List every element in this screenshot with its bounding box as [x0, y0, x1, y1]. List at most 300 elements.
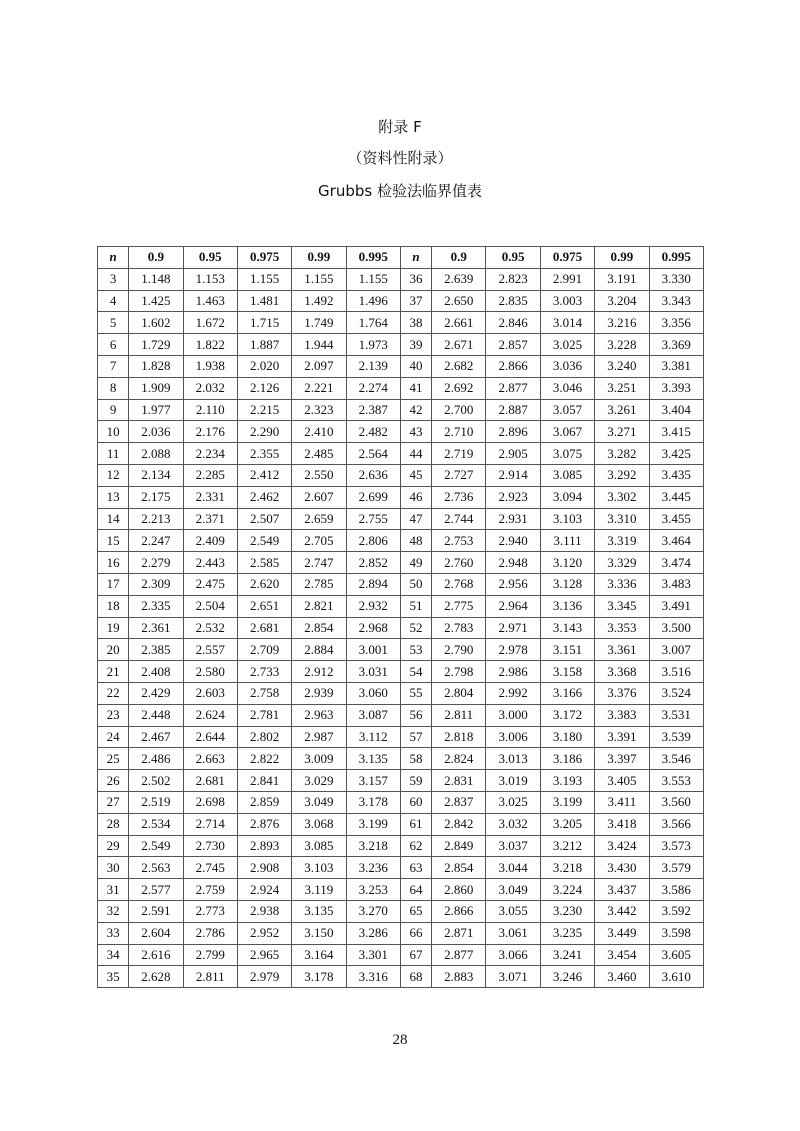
critical-value-cell: 3.491: [649, 595, 704, 617]
critical-value-cell: 2.710: [432, 421, 486, 443]
critical-value-cell: 2.733: [237, 661, 291, 683]
sample-size-cell: 41: [400, 377, 431, 399]
sample-size-cell: 16: [98, 552, 129, 574]
critical-value-cell: 3.143: [540, 617, 594, 639]
critical-value-cell: 3.240: [595, 355, 649, 377]
sample-size-cell: 33: [98, 922, 129, 944]
sample-size-cell: 12: [98, 464, 129, 486]
sample-size-cell: 62: [400, 835, 431, 857]
critical-value-cell: 3.586: [649, 879, 704, 901]
critical-value-cell: 3.282: [595, 443, 649, 465]
sample-size-cell: 56: [400, 704, 431, 726]
critical-value-cell: 2.714: [183, 813, 237, 835]
critical-value-cell: 2.854: [432, 857, 486, 879]
critical-value-cell: 3.301: [346, 944, 400, 966]
sample-size-cell: 67: [400, 944, 431, 966]
critical-value-cell: 3.610: [649, 966, 704, 988]
critical-value-cell: 2.849: [432, 835, 486, 857]
table-row: [98, 944, 704, 966]
table-row: [98, 900, 704, 922]
critical-value-cell: 2.956: [486, 573, 540, 595]
critical-value-cell: 3.430: [595, 857, 649, 879]
critical-value-cell: 3.128: [540, 573, 594, 595]
sample-size-cell: 59: [400, 770, 431, 792]
critical-value-cell: 3.270: [346, 900, 400, 922]
critical-value-cell: 3.068: [292, 813, 346, 835]
critical-value-cell: 3.157: [346, 770, 400, 792]
critical-value-cell: 2.773: [183, 900, 237, 922]
sample-size-cell: 4: [98, 290, 129, 312]
sample-size-cell: 20: [98, 639, 129, 661]
column-header-significance: 0.995: [346, 247, 400, 269]
critical-value-cell: 3.531: [649, 704, 704, 726]
sample-size-cell: 43: [400, 421, 431, 443]
critical-value-cell: 1.977: [129, 399, 183, 421]
table-row: [98, 813, 704, 835]
critical-value-cell: 3.037: [486, 835, 540, 857]
critical-value-cell: 2.979: [237, 966, 291, 988]
critical-value-cell: 3.546: [649, 748, 704, 770]
critical-value-cell: 3.415: [649, 421, 704, 443]
critical-value-cell: 3.204: [595, 290, 649, 312]
critical-value-cell: 2.409: [183, 530, 237, 552]
critical-value-cell: 3.151: [540, 639, 594, 661]
critical-value-cell: 1.944: [292, 334, 346, 356]
critical-value-cell: 2.854: [292, 617, 346, 639]
critical-value-cell: 2.564: [346, 443, 400, 465]
table-row: [98, 290, 704, 312]
critical-value-cell: 3.003: [540, 290, 594, 312]
critical-value-cell: 3.166: [540, 682, 594, 704]
table-row: [98, 268, 704, 290]
critical-value-cell: 3.230: [540, 900, 594, 922]
sample-size-cell: 54: [400, 661, 431, 683]
critical-value-cell: 1.973: [346, 334, 400, 356]
critical-value-cell: 2.857: [486, 334, 540, 356]
critical-value-cell: 2.486: [129, 748, 183, 770]
critical-value-cell: 1.155: [237, 268, 291, 290]
critical-value-cell: 3.191: [595, 268, 649, 290]
critical-value-cell: 3.049: [292, 791, 346, 813]
critical-value-cell: 2.719: [432, 443, 486, 465]
critical-value-cell: 2.361: [129, 617, 183, 639]
sample-size-cell: 37: [400, 290, 431, 312]
critical-value-cell: 3.218: [540, 857, 594, 879]
critical-value-cell: 2.991: [540, 268, 594, 290]
critical-value-cell: 2.175: [129, 486, 183, 508]
critical-value-cell: 2.681: [237, 617, 291, 639]
critical-value-cell: 2.823: [486, 268, 540, 290]
critical-value-cell: 1.887: [237, 334, 291, 356]
sample-size-cell: 63: [400, 857, 431, 879]
critical-value-cell: 3.405: [595, 770, 649, 792]
critical-value-cell: 3.150: [292, 922, 346, 944]
critical-value-cell: 2.811: [432, 704, 486, 726]
sample-size-cell: 3: [98, 268, 129, 290]
column-header-significance: 0.95: [183, 247, 237, 269]
table-row: [98, 639, 704, 661]
critical-value-cell: 2.176: [183, 421, 237, 443]
critical-value-cell: 2.790: [432, 639, 486, 661]
sample-size-cell: 10: [98, 421, 129, 443]
grubbs-critical-value-table: [97, 246, 704, 988]
critical-value-cell: 2.651: [237, 595, 291, 617]
critical-value-cell: 3.381: [649, 355, 704, 377]
sample-size-cell: 24: [98, 726, 129, 748]
critical-value-cell: 2.412: [237, 464, 291, 486]
column-header-n: n: [98, 247, 129, 269]
critical-value-cell: 3.573: [649, 835, 704, 857]
critical-value-cell: 3.336: [595, 573, 649, 595]
sample-size-cell: 32: [98, 900, 129, 922]
critical-value-cell: 3.135: [292, 900, 346, 922]
critical-value-cell: 1.909: [129, 377, 183, 399]
critical-value-cell: 2.896: [486, 421, 540, 443]
critical-value-cell: 2.785: [292, 573, 346, 595]
critical-value-cell: 2.139: [346, 355, 400, 377]
critical-value-cell: 2.448: [129, 704, 183, 726]
critical-value-cell: 2.700: [432, 399, 486, 421]
column-header-significance: 0.9: [129, 247, 183, 269]
column-header-significance: 0.95: [486, 247, 540, 269]
critical-value-cell: 3.329: [595, 552, 649, 574]
critical-value-cell: 3.001: [346, 639, 400, 661]
critical-value-cell: 2.866: [432, 900, 486, 922]
critical-value-cell: 3.178: [292, 966, 346, 988]
table-row: [98, 857, 704, 879]
critical-value-cell: 3.442: [595, 900, 649, 922]
sample-size-cell: 57: [400, 726, 431, 748]
critical-value-cell: 2.727: [432, 464, 486, 486]
critical-value-cell: 3.055: [486, 900, 540, 922]
table-row: [98, 552, 704, 574]
sample-size-cell: 40: [400, 355, 431, 377]
critical-value-cell: 2.323: [292, 399, 346, 421]
critical-value-cell: 2.905: [486, 443, 540, 465]
sample-size-cell: 68: [400, 966, 431, 988]
sample-size-cell: 36: [400, 268, 431, 290]
critical-value-cell: 3.404: [649, 399, 704, 421]
critical-value-cell: 3.061: [486, 922, 540, 944]
critical-value-cell: 3.235: [540, 922, 594, 944]
critical-value-cell: 2.097: [292, 355, 346, 377]
critical-value-cell: 2.908: [237, 857, 291, 879]
critical-value-cell: 3.085: [292, 835, 346, 857]
critical-value-cell: 2.519: [129, 791, 183, 813]
critical-value-cell: 2.692: [432, 377, 486, 399]
critical-value-cell: 3.253: [346, 879, 400, 901]
critical-value-cell: 3.120: [540, 552, 594, 574]
critical-value-cell: 3.376: [595, 682, 649, 704]
critical-value-cell: 3.474: [649, 552, 704, 574]
critical-value-cell: 3.445: [649, 486, 704, 508]
critical-value-cell: 3.135: [346, 748, 400, 770]
critical-value-cell: 2.462: [237, 486, 291, 508]
critical-value-cell: 2.745: [183, 857, 237, 879]
sample-size-cell: 35: [98, 966, 129, 988]
critical-value-cell: 3.241: [540, 944, 594, 966]
critical-value-cell: 2.663: [183, 748, 237, 770]
critical-value-cell: 3.560: [649, 791, 704, 813]
critical-value-cell: 2.247: [129, 530, 183, 552]
critical-value-cell: 2.831: [432, 770, 486, 792]
critical-value-cell: 3.605: [649, 944, 704, 966]
critical-value-cell: 3.066: [486, 944, 540, 966]
critical-value-cell: 1.822: [183, 334, 237, 356]
critical-value-cell: 3.292: [595, 464, 649, 486]
table-row: [98, 399, 704, 421]
critical-value-cell: 3.057: [540, 399, 594, 421]
critical-value-cell: 2.234: [183, 443, 237, 465]
table-row: [98, 443, 704, 465]
critical-value-cell: 2.671: [432, 334, 486, 356]
table-row: [98, 661, 704, 683]
critical-value-cell: 2.753: [432, 530, 486, 552]
critical-value-cell: 2.467: [129, 726, 183, 748]
critical-value-cell: 3.236: [346, 857, 400, 879]
critical-value-cell: 2.032: [183, 377, 237, 399]
sample-size-cell: 55: [400, 682, 431, 704]
critical-value-cell: 3.186: [540, 748, 594, 770]
critical-value-cell: 2.563: [129, 857, 183, 879]
critical-value-cell: 3.579: [649, 857, 704, 879]
critical-value-cell: 3.369: [649, 334, 704, 356]
critical-value-cell: 2.884: [292, 639, 346, 661]
column-header-significance: 0.975: [540, 247, 594, 269]
critical-value-cell: 2.802: [237, 726, 291, 748]
critical-value-cell: 2.532: [183, 617, 237, 639]
critical-value-cell: 2.681: [183, 770, 237, 792]
critical-value-cell: 3.261: [595, 399, 649, 421]
critical-value-cell: 2.965: [237, 944, 291, 966]
critical-value-cell: 2.730: [183, 835, 237, 857]
table-row: [98, 355, 704, 377]
critical-value-cell: 2.871: [432, 922, 486, 944]
critical-value-cell: 2.636: [346, 464, 400, 486]
table-row: [98, 682, 704, 704]
critical-value-cell: 2.387: [346, 399, 400, 421]
critical-value-cell: 1.749: [292, 312, 346, 334]
column-header-significance: 0.99: [292, 247, 346, 269]
critical-value-cell: 2.279: [129, 552, 183, 574]
sample-size-cell: 39: [400, 334, 431, 356]
critical-value-cell: 2.682: [432, 355, 486, 377]
page-number: 28: [392, 1032, 408, 1048]
critical-value-cell: 1.155: [346, 268, 400, 290]
sample-size-cell: 65: [400, 900, 431, 922]
critical-value-cell: 3.067: [540, 421, 594, 443]
critical-value-cell: 2.760: [432, 552, 486, 574]
critical-value-cell: 2.964: [486, 595, 540, 617]
table-row: [98, 770, 704, 792]
critical-value-cell: 2.698: [183, 791, 237, 813]
critical-value-cell: 3.031: [346, 661, 400, 683]
critical-value-cell: 3.103: [292, 857, 346, 879]
critical-value-cell: 3.397: [595, 748, 649, 770]
critical-value-cell: 2.893: [237, 835, 291, 857]
critical-value-cell: 2.549: [237, 530, 291, 552]
sample-size-cell: 45: [400, 464, 431, 486]
critical-value-cell: 2.783: [432, 617, 486, 639]
sample-size-cell: 6: [98, 334, 129, 356]
critical-value-cell: 2.759: [183, 879, 237, 901]
table-row: [98, 334, 704, 356]
critical-value-cell: 2.650: [432, 290, 486, 312]
critical-value-cell: 2.110: [183, 399, 237, 421]
critical-value-cell: 3.049: [486, 879, 540, 901]
critical-value-cell: 3.044: [486, 857, 540, 879]
sample-size-cell: 7: [98, 355, 129, 377]
critical-value-cell: 2.557: [183, 639, 237, 661]
table-row: [98, 421, 704, 443]
critical-value-cell: 3.310: [595, 508, 649, 530]
critical-value-cell: 3.025: [486, 791, 540, 813]
sample-size-cell: 42: [400, 399, 431, 421]
critical-value-cell: 2.940: [486, 530, 540, 552]
critical-value-cell: 3.286: [346, 922, 400, 944]
critical-value-cell: 3.164: [292, 944, 346, 966]
critical-value-cell: 2.577: [129, 879, 183, 901]
critical-value-cell: 1.496: [346, 290, 400, 312]
sample-size-cell: 31: [98, 879, 129, 901]
critical-value-cell: 3.345: [595, 595, 649, 617]
column-header-significance: 0.99: [595, 247, 649, 269]
critical-value-cell: 1.492: [292, 290, 346, 312]
critical-value-cell: 3.598: [649, 922, 704, 944]
sample-size-cell: 46: [400, 486, 431, 508]
critical-value-cell: 2.443: [183, 552, 237, 574]
sample-size-cell: 53: [400, 639, 431, 661]
critical-value-cell: 2.798: [432, 661, 486, 683]
table-row: [98, 835, 704, 857]
critical-value-cell: 2.806: [346, 530, 400, 552]
critical-value-cell: 3.435: [649, 464, 704, 486]
table-row: [98, 704, 704, 726]
critical-value-cell: 2.923: [486, 486, 540, 508]
critical-value-cell: 3.111: [540, 530, 594, 552]
critical-value-cell: 2.580: [183, 661, 237, 683]
critical-value-cell: 3.460: [595, 966, 649, 988]
appendix-type-note: （资料性附录）: [347, 149, 453, 167]
critical-value-cell: 2.371: [183, 508, 237, 530]
critical-value-cell: 1.602: [129, 312, 183, 334]
critical-value-cell: 1.729: [129, 334, 183, 356]
sample-size-cell: 28: [98, 813, 129, 835]
sample-size-cell: 29: [98, 835, 129, 857]
sample-size-cell: 11: [98, 443, 129, 465]
critical-value-cell: 3.524: [649, 682, 704, 704]
critical-value-cell: 2.274: [346, 377, 400, 399]
critical-value-cell: 3.009: [292, 748, 346, 770]
critical-value-cell: 2.931: [486, 508, 540, 530]
sample-size-cell: 38: [400, 312, 431, 334]
critical-value-cell: 1.672: [183, 312, 237, 334]
critical-value-cell: 2.986: [486, 661, 540, 683]
critical-value-cell: 2.842: [432, 813, 486, 835]
sample-size-cell: 25: [98, 748, 129, 770]
critical-value-cell: 3.103: [540, 508, 594, 530]
sample-size-cell: 14: [98, 508, 129, 530]
critical-value-cell: 2.644: [183, 726, 237, 748]
sample-size-cell: 21: [98, 661, 129, 683]
critical-value-cell: 2.822: [237, 748, 291, 770]
sample-size-cell: 19: [98, 617, 129, 639]
sample-size-cell: 64: [400, 879, 431, 901]
critical-value-cell: 3.539: [649, 726, 704, 748]
critical-value-cell: 3.425: [649, 443, 704, 465]
critical-value-cell: 3.251: [595, 377, 649, 399]
appendix-heading: 附录 F: [378, 118, 422, 136]
critical-value-cell: 2.485: [292, 443, 346, 465]
critical-value-cell: 3.036: [540, 355, 594, 377]
sample-size-cell: 48: [400, 530, 431, 552]
critical-value-cell: 3.393: [649, 377, 704, 399]
critical-value-cell: 3.032: [486, 813, 540, 835]
critical-value-cell: 1.764: [346, 312, 400, 334]
critical-value-cell: 2.705: [292, 530, 346, 552]
critical-value-cell: 2.968: [346, 617, 400, 639]
critical-value-cell: 3.158: [540, 661, 594, 683]
critical-value-cell: 3.094: [540, 486, 594, 508]
critical-value-cell: 2.285: [183, 464, 237, 486]
critical-value-cell: 2.866: [486, 355, 540, 377]
critical-value-cell: 2.549: [129, 835, 183, 857]
critical-value-cell: 3.085: [540, 464, 594, 486]
critical-value-cell: 2.859: [237, 791, 291, 813]
sample-size-cell: 23: [98, 704, 129, 726]
critical-value-cell: 2.659: [292, 508, 346, 530]
critical-value-cell: 2.355: [237, 443, 291, 465]
critical-value-cell: 3.454: [595, 944, 649, 966]
critical-value-cell: 3.500: [649, 617, 704, 639]
critical-value-cell: 3.483: [649, 573, 704, 595]
critical-value-cell: 3.464: [649, 530, 704, 552]
critical-value-cell: 1.828: [129, 355, 183, 377]
critical-value-cell: 2.747: [292, 552, 346, 574]
critical-value-cell: 2.877: [432, 944, 486, 966]
critical-value-cell: 3.455: [649, 508, 704, 530]
critical-value-cell: 2.924: [237, 879, 291, 901]
critical-value-cell: 2.914: [486, 464, 540, 486]
critical-value-cell: 2.948: [486, 552, 540, 574]
critical-value-cell: 2.335: [129, 595, 183, 617]
table-body: [98, 268, 704, 987]
critical-value-cell: 3.136: [540, 595, 594, 617]
critical-value-cell: 3.368: [595, 661, 649, 683]
table-header-row: [98, 247, 704, 269]
sample-size-cell: 30: [98, 857, 129, 879]
table-row: [98, 312, 704, 334]
critical-value-cell: 2.837: [432, 791, 486, 813]
critical-value-cell: 2.876: [237, 813, 291, 835]
critical-value-cell: 3.013: [486, 748, 540, 770]
critical-value-cell: 2.939: [292, 682, 346, 704]
critical-value-cell: 2.709: [237, 639, 291, 661]
critical-value-cell: 1.938: [183, 355, 237, 377]
critical-value-cell: 2.846: [486, 312, 540, 334]
table-row: [98, 573, 704, 595]
critical-value-cell: 2.661: [432, 312, 486, 334]
critical-value-cell: 3.391: [595, 726, 649, 748]
critical-value-cell: 3.172: [540, 704, 594, 726]
sample-size-cell: 8: [98, 377, 129, 399]
critical-value-cell: 2.585: [237, 552, 291, 574]
table-row: [98, 726, 704, 748]
table-title: Grubbs 检验法临界值表: [318, 182, 482, 200]
critical-value-cell: 2.938: [237, 900, 291, 922]
table-row: [98, 966, 704, 988]
critical-value-cell: 3.014: [540, 312, 594, 334]
